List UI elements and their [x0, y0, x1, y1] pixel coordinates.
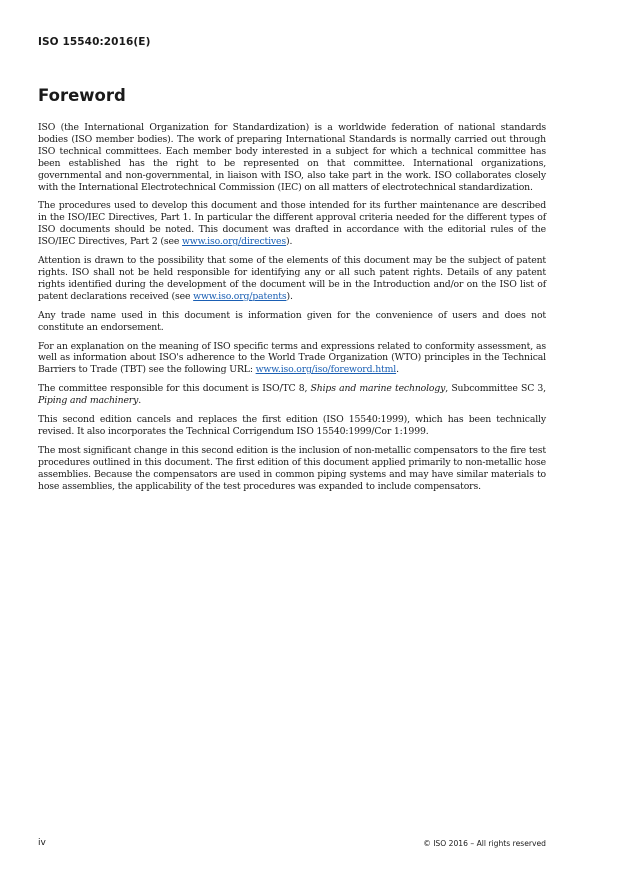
- paragraph-conformity-text: For an explanation on the meaning of ISO specific terms and expressions related to conformity assessment, as well as information about ISO's adherence to the World Trade Organization (WTO) principles in the Technical Barriers to Trade (TBT) see the following URL:: [38, 340, 546, 376]
- foreword-link[interactable]: www.iso.org/iso/foreword.html: [255, 364, 397, 376]
- paragraph-conformity: [38, 341, 546, 377]
- paragraph-committee-text: The committee responsible for this document is ISO/TC 8,: [38, 383, 311, 395]
- paragraph-iso-intro: ISO (the International Organization for Standardization) is a worldwide federation of national standards bodies (ISO member bodies). The work of preparing International Standards is normally carried out through ISO technical committees. Each member body interested in a subject for which a technical committee has been established has the right to be represented on that committee. International organizations, governmental and non-governmental, in liaison with ISO, also take part in the work. ISO collaborates closely with the International Electrotechnical Commission (IEC) on all matters of electrotechnical standardization.: [38, 122, 546, 193]
- foreword-body: [38, 122, 546, 499]
- paragraph-committee-mid: , Subcommittee SC 3,: [445, 383, 546, 395]
- paragraph-patents: [38, 255, 546, 303]
- page-title: Foreword: [38, 86, 126, 105]
- paragraph-edition: This second edition cancels and replaces the first edition (ISO 15540:1999), which has been technically revised. It also incorporates the Technical Corrigendum ISO 15540:1999/Cor 1:1999.: [38, 414, 546, 437]
- paragraph-procedures-end: ).: [286, 236, 293, 248]
- paragraph-committee: [38, 383, 546, 407]
- paragraph-patents-text: Attention is drawn to the possibility that some of the elements of this document may be the subject of patent rights. ISO shall not be held responsible for identifying any or all such patent rights. Details of any patent rights identified during the development of the document will be in the Introduction and/or on the ISO list of patent declarations received (see: [38, 255, 546, 302]
- paragraph-procedures-text: The procedures used to develop this document and those intended for its further maintenance are described in the ISO/IEC Directives, Part 1. In particular the different approval criteria needed for the different types of ISO documents should be noted. This document was drafted in accordance with the editorial rules of the ISO/IEC Directives, Part 2 (see: [38, 200, 546, 248]
- patents-link[interactable]: www.iso.org/patents: [193, 290, 287, 302]
- paragraph-patents-end: ).: [286, 290, 293, 302]
- paragraph-changes: The most significant change in this second edition is the inclusion of non-metallic compensators to the fire test procedures outlined in this document. The first edition of this document applied primarily to non-metallic hose assemblies. Because the compensators are used in common piping systems and may have similar materials to hose assemblies, the applicability of the test procedures was expanded to include compensators.: [38, 444, 546, 492]
- directives-link[interactable]: www.iso.org/directives: [182, 236, 286, 248]
- committee-name: Ships and marine technology: [310, 383, 446, 395]
- page-number: iv: [38, 838, 46, 848]
- subcommittee-name: Piping and machinery: [38, 395, 139, 407]
- paragraph-procedures: [38, 200, 546, 248]
- copyright-notice: © ISO 2016 – All rights reserved: [423, 839, 546, 848]
- paragraph-conformity-end: .: [396, 364, 399, 376]
- document-id-header: ISO 15540:2016(E): [38, 36, 151, 48]
- paragraph-trade-name: Any trade name used in this document is information given for the convenience of users and does not constitute an endorsement.: [38, 309, 546, 333]
- paragraph-committee-end: .: [138, 395, 142, 407]
